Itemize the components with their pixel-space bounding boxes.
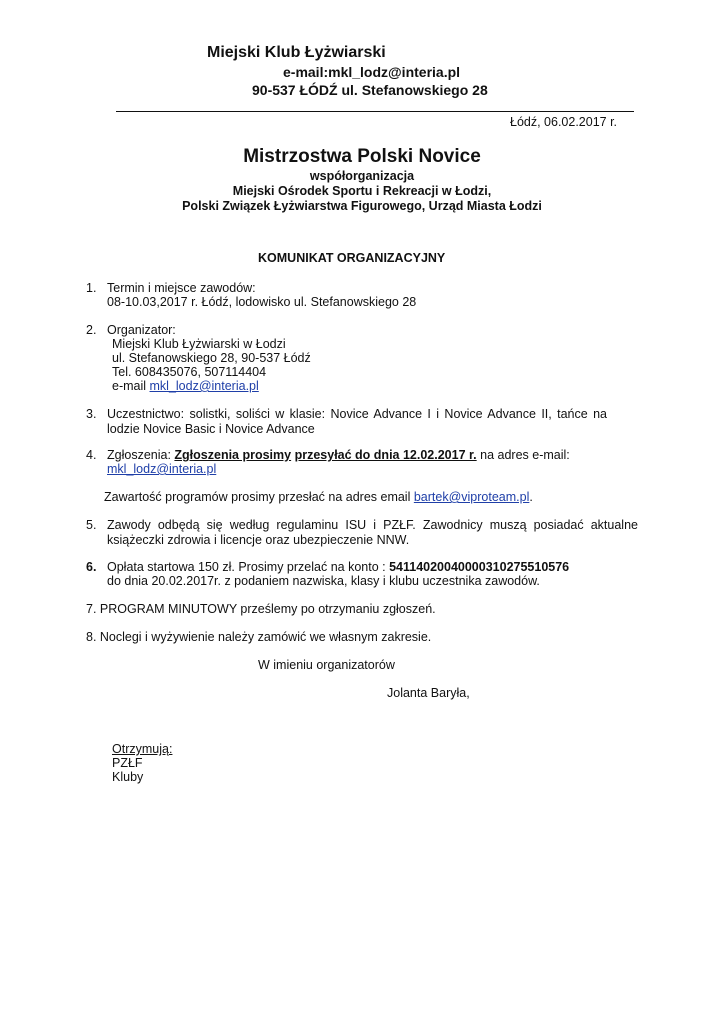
item-4-email-link[interactable]: mkl_lodz@interia.pl <box>107 462 217 476</box>
item-2-number: 2. <box>86 323 97 337</box>
organizer-phone: Tel. 608435076, 507114404 <box>112 365 267 379</box>
recipient-1: PZŁF <box>112 756 143 770</box>
organizer-line-2: Polski Związek Łyżwiarstwa Figurowego, Urząd Miasta Łodzi <box>182 199 542 213</box>
item-5-number: 5. <box>86 518 97 532</box>
komunikat-heading: KOMUNIKAT ORGANIZACYJNY <box>258 251 446 265</box>
recipients-label: Otrzymują: <box>112 742 173 756</box>
item-4-label: Zgłoszenia: <box>107 448 175 462</box>
item-4-bold-2: przesyłać do dnia 12.02.2017 r. <box>294 448 477 462</box>
programs-email-link[interactable]: bartek@viproteam.pl <box>413 490 530 504</box>
programs-end: . <box>529 490 533 504</box>
programs-line <box>104 490 533 504</box>
header-email: e-mail:mkl_lodz@interia.pl <box>283 64 461 80</box>
subtitle: współorganizacja <box>309 169 415 183</box>
header-divider <box>116 111 634 112</box>
item-6-line-1 <box>107 560 569 574</box>
organizer-address: ul. Stefanowskiego 28, 90-537 Łódź <box>112 351 311 365</box>
programs-text: Zawartość programów prosimy przesłać na adres email <box>104 490 414 504</box>
item-3-text: Uczestnictwo: solistki, soliści w klasie: Novice Advance I i Novice Advance II, tańce na lodzie Novice Basic i Novice Advance <box>107 407 607 436</box>
item-6-number: 6. <box>86 560 97 574</box>
item-5-text: Zawody odbędą się według regulaminu ISU i PZŁF. Zawodnicy muszą posiadać aktualne książeczki zdrowia i licencje oraz ubezpieczenie NNW. <box>107 518 638 547</box>
organizer-email-link[interactable]: mkl_lodz@interia.pl <box>149 379 259 393</box>
item-6-line-2: do dnia 20.02.2017r. z podaniem nazwiska, klasy i klubu uczestnika zawodów. <box>107 574 540 588</box>
item-4-line <box>107 448 570 462</box>
header-address: 90-537 ŁÓDŹ ul. Stefanowskiego 28 <box>252 82 488 98</box>
page-title: Mistrzostwa Polski Novice <box>243 146 481 167</box>
item-7-text: 7. PROGRAM MINUTOWY prześlemy po otrzymaniu zgłoszeń. <box>86 602 436 616</box>
organizer-line-1: Miejski Ośrodek Sportu i Rekreacji w Łodzi, <box>232 184 492 198</box>
item-1-label: Termin i miejsce zawodów: <box>107 281 256 295</box>
item-4-number: 4. <box>86 448 97 462</box>
date-line: Łódź, 06.02.2017 r. <box>510 115 618 129</box>
bank-account-number: 54114020040000310275510576 <box>389 560 570 574</box>
organizer-email-label: e-mail <box>112 379 150 393</box>
item-4-email-wrap <box>107 462 216 476</box>
on-behalf-line: W imieniu organizatorów <box>258 658 395 672</box>
organizer-email-line <box>112 379 259 393</box>
item-4-rest: na adres e-mail: <box>476 448 570 462</box>
signature-name: Jolanta Baryła, <box>387 686 470 700</box>
item-1-number: 1. <box>86 281 97 295</box>
item-6-fee-text: Opłata startowa 150 zł. Prosimy przelać na konto : <box>107 560 390 574</box>
item-8-text: 8. Noclegi i wyżywienie należy zamówić we własnym zakresie. <box>86 630 432 644</box>
club-name: Miejski Klub Łyżwiarski <box>207 44 386 61</box>
organizer-name: Miejski Klub Łyżwiarski w Łodzi <box>112 337 286 351</box>
item-3-number: 3. <box>86 407 97 421</box>
recipient-2: Kluby <box>112 770 144 784</box>
item-4-bold-1: Zgłoszenia prosimy <box>174 448 292 462</box>
item-1-detail: 08-10.03,2017 r. Łódź, lodowisko ul. Stefanowskiego 28 <box>107 295 417 309</box>
item-2-label: Organizator: <box>107 323 176 337</box>
